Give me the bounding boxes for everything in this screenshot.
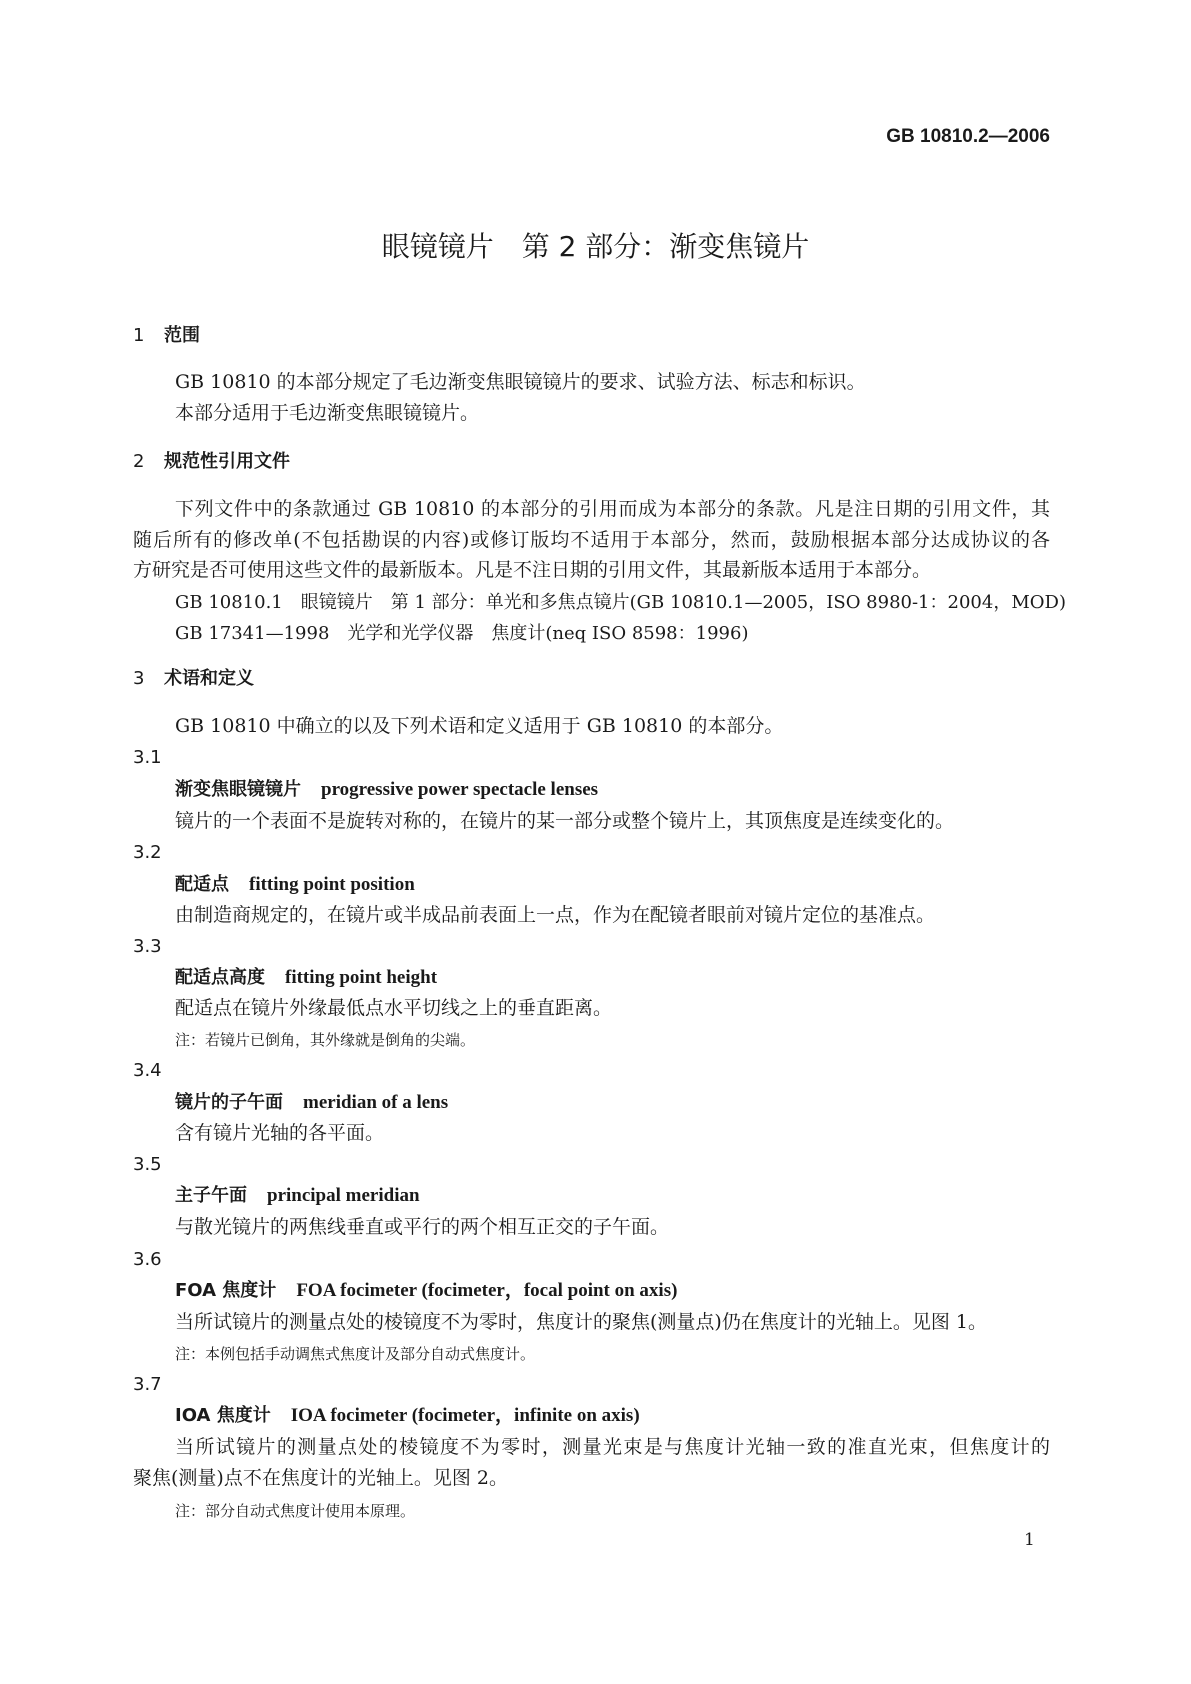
term-definition: 镜片的一个表面不是旋转对称的，在镜片的某一部分或整个镜片上，其顶焦度是连续变化的。 bbox=[175, 810, 955, 832]
term-zh: FOA 焦度计 bbox=[175, 1280, 277, 1301]
paragraph-line: 随后所有的修改单(不包括勘误的内容)或修订版均不适用于本部分，然而，鼓励根据本部分达成协议的各 bbox=[133, 529, 1050, 551]
section-number: 3 bbox=[133, 668, 145, 689]
term-heading bbox=[175, 777, 598, 803]
term-note: 注：若镜片已倒角，其外缘就是倒角的尖端。 bbox=[175, 1031, 476, 1049]
term-number: 3.6 bbox=[133, 1249, 162, 1270]
term-zh: 渐变焦眼镜镜片 bbox=[175, 779, 301, 800]
term-definition: 当所试镜片的测量点处的棱镜度不为零时，焦度计的聚焦(测量点)仍在焦度计的光轴上。见图 1。 bbox=[175, 1311, 987, 1333]
term-heading bbox=[175, 1403, 640, 1429]
term-en: fitting point height bbox=[285, 967, 438, 988]
term-en: progressive power spectacle lenses bbox=[321, 779, 599, 800]
term-note: 注：本例包括手动调焦式焦度计及部分自动式焦度计。 bbox=[175, 1345, 536, 1363]
term-definition: 当所试镜片的测量点处的棱镜度不为零时，测量光束是与焦度计光轴一致的准直光束，但焦度计的 bbox=[175, 1436, 1050, 1458]
term-zh: IOA 焦度计 bbox=[175, 1405, 271, 1426]
term-definition: 配适点在镜片外缘最低点水平切线之上的垂直距离。 bbox=[175, 997, 613, 1019]
term-number: 3.3 bbox=[133, 936, 162, 957]
term-heading bbox=[175, 1090, 448, 1116]
term-en: FOA focimeter (focimeter，focal point on axis) bbox=[296, 1280, 678, 1301]
term-en: IOA focimeter (focimeter，infinite on axis) bbox=[290, 1405, 640, 1426]
reference-item: GB 17341—1998 光学和光学仪器 焦度计(neq ISO 8598：1996) bbox=[175, 623, 749, 644]
page-number: 1 bbox=[1024, 1530, 1035, 1550]
section-2-heading bbox=[133, 449, 290, 475]
standard-number: GB 10810.2—2006 bbox=[886, 126, 1050, 147]
paragraph-line: GB 10810 的本部分规定了毛边渐变焦眼镜镜片的要求、试验方法、标志和标识。 bbox=[175, 371, 866, 393]
section-title: 范围 bbox=[164, 325, 200, 346]
term-heading bbox=[175, 1183, 420, 1209]
term-definition: 由制造商规定的，在镜片或半成品前表面上一点，作为在配镜者眼前对镜片定位的基准点。 bbox=[175, 904, 936, 926]
term-number: 3.2 bbox=[133, 842, 162, 863]
term-zh: 镜片的子午面 bbox=[175, 1092, 283, 1113]
section-3-heading bbox=[133, 666, 254, 692]
term-number: 3.1 bbox=[133, 747, 162, 768]
section-title: 术语和定义 bbox=[164, 668, 254, 689]
paragraph-line: 方研究是否可使用这些文件的最新版本。凡是不注日期的引用文件，其最新版本适用于本部分。 bbox=[133, 559, 932, 581]
reference-item: GB 10810.1 眼镜镜片 第 1 部分：单光和多焦点镜片(GB 10810.1—2005，ISO 8980-1：2004，MOD) bbox=[175, 592, 1066, 613]
term-zh: 配适点高度 bbox=[175, 967, 265, 988]
term-number: 3.4 bbox=[133, 1060, 162, 1081]
paragraph-line: 本部分适用于毛边渐变焦眼镜镜片。 bbox=[175, 402, 480, 424]
section-number: 2 bbox=[133, 451, 145, 472]
term-note: 注：部分自动式焦度计使用本原理。 bbox=[175, 1502, 416, 1520]
paragraph-line: GB 10810 中确立的以及下列术语和定义适用于 GB 10810 的本部分。 bbox=[175, 715, 784, 737]
section-number: 1 bbox=[133, 325, 145, 346]
term-en: principal meridian bbox=[267, 1185, 420, 1206]
section-1-heading bbox=[133, 323, 200, 349]
paragraph-line: 下列文件中的条款通过 GB 10810 的本部分的引用而成为本部分的条款。凡是注日期的引用文件，其 bbox=[175, 498, 1050, 520]
term-zh: 配适点 bbox=[175, 874, 229, 895]
term-heading bbox=[175, 1278, 677, 1304]
term-zh: 主子午面 bbox=[175, 1185, 247, 1206]
page-title: 眼镜镜片 第 2 部分：渐变焦镜片 bbox=[381, 230, 810, 263]
section-title: 规范性引用文件 bbox=[164, 451, 290, 472]
term-number: 3.7 bbox=[133, 1374, 162, 1395]
term-heading bbox=[175, 872, 415, 898]
term-definition: 聚焦(测量)点不在焦度计的光轴上。见图 2。 bbox=[133, 1467, 508, 1489]
term-definition: 含有镜片光轴的各平面。 bbox=[175, 1122, 385, 1144]
term-en: fitting point position bbox=[249, 874, 415, 895]
term-number: 3.5 bbox=[133, 1154, 162, 1175]
term-heading bbox=[175, 965, 437, 991]
term-definition: 与散光镜片的两焦线垂直或平行的两个相互正交的子午面。 bbox=[175, 1216, 670, 1238]
term-en: meridian of a lens bbox=[303, 1092, 449, 1113]
